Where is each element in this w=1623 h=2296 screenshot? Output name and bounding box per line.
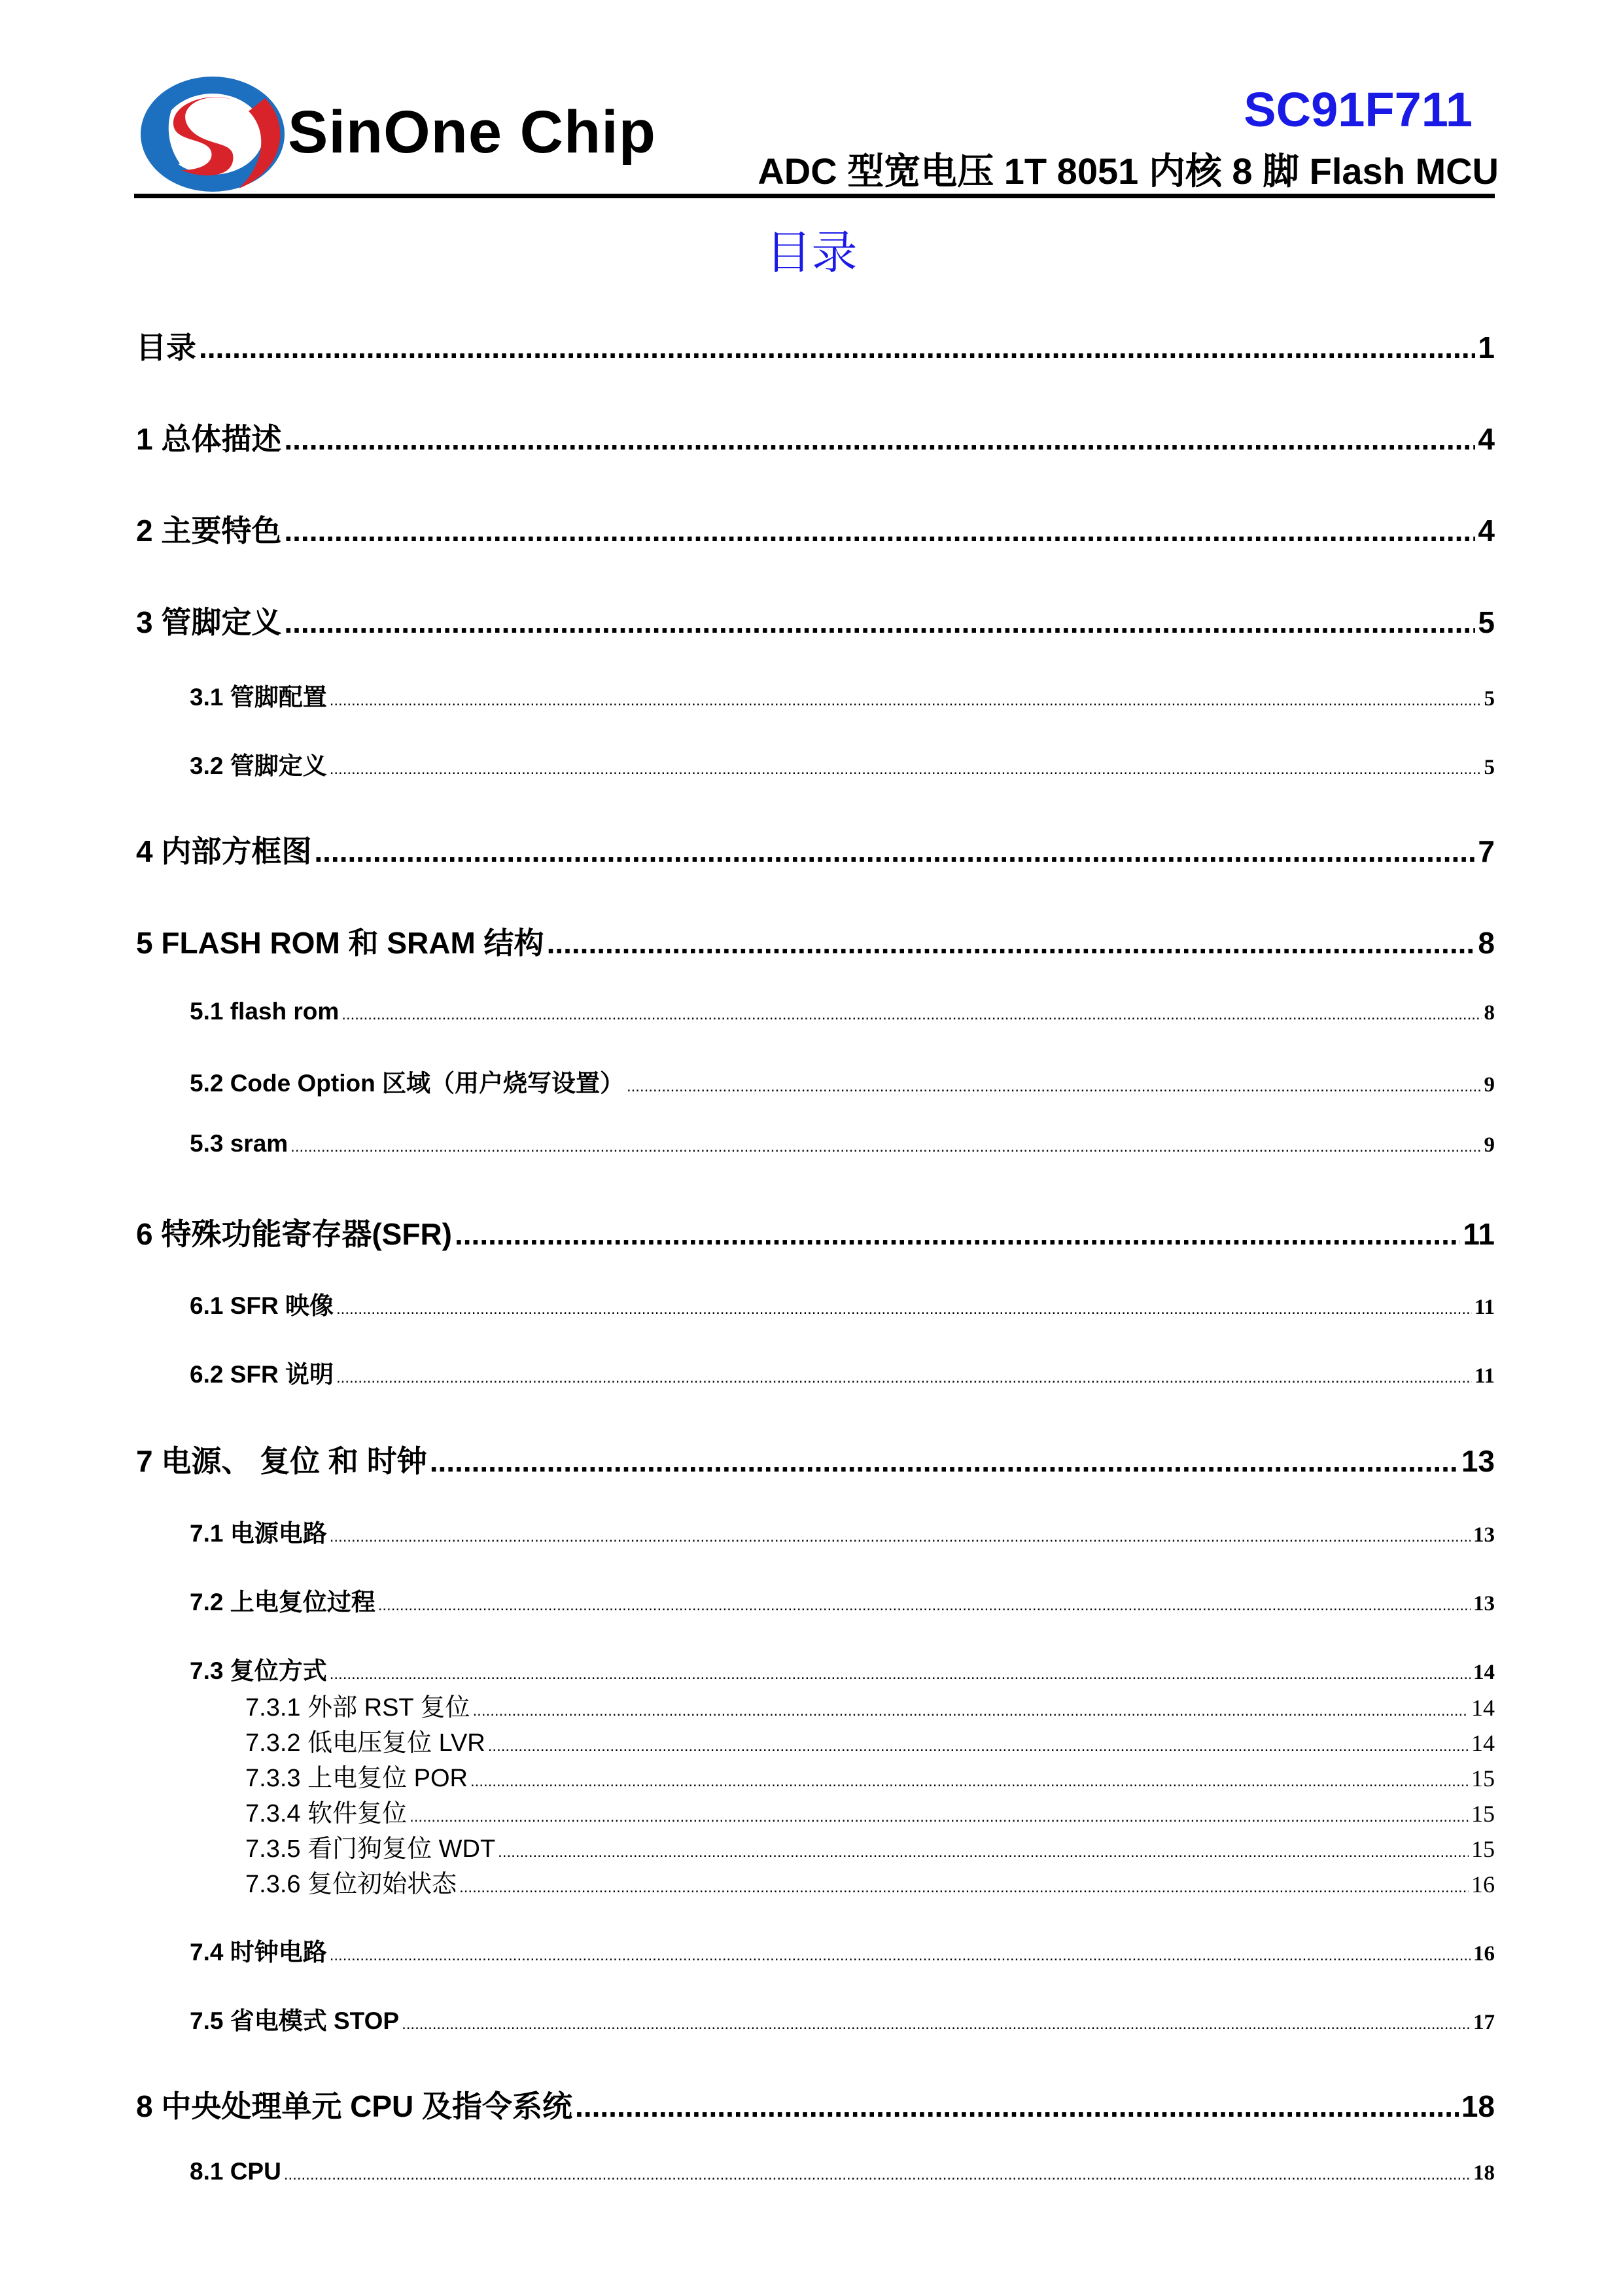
toc-label: 7.3.1 外部 RST 复位 [245,1694,470,1722]
toc-page: 14 [1473,1661,1495,1684]
toc-leader [455,1216,1460,1252]
toc-label: 7.3.2 低电压复位 LVR [245,1729,485,1757]
toc-leader [290,1138,1481,1156]
toc-leader [284,513,1475,548]
toc-leader [284,421,1475,457]
toc-leader [627,1078,1482,1096]
toc-page: 11 [1463,1217,1495,1251]
toc-leader [330,692,1482,710]
toc-leader [314,834,1475,869]
toc-page: 4 [1478,514,1495,548]
toc-leader [575,2089,1459,2124]
toc-label: 2 主要特色 [136,514,282,548]
toc-page: 13 [1473,1592,1495,1616]
toc-entry[interactable] [190,2158,1495,2185]
toc-entry[interactable] [245,1793,1495,1829]
toc-entry[interactable] [190,998,1495,1025]
toc-entry[interactable] [136,324,1495,367]
toc-label: 7.3.3 上电复位 POR [245,1765,468,1792]
toc-page: 13 [1473,1523,1495,1547]
toc-entry[interactable] [245,1863,1495,1899]
toc-entry[interactable] [136,1438,1495,1481]
toc-label: 5.3 sram [190,1130,288,1157]
toc-leader [284,2166,1471,2184]
toc-page: 5 [1484,756,1495,779]
toc-label: 7.4 时钟电路 [190,1939,327,1966]
sinone-chip-logo [134,72,291,196]
page-title: 目录 [765,226,858,279]
toc-leader [330,1665,1471,1684]
toc-label: 目录 [136,330,196,364]
toc-entry[interactable] [136,2083,1495,2126]
toc-entry[interactable] [190,1286,1495,1321]
toc-label: 7 电源、 复位 和 时钟 [136,1444,427,1478]
toc-label: 5 FLASH ROM 和 SRAM 结构 [136,926,544,960]
toc-label: 6 特殊功能寄存器(SFR) [136,1217,452,1251]
toc-leader [459,1879,1469,1897]
toc-page: 16 [1471,1871,1495,1898]
toc-page: 9 [1484,1073,1495,1097]
toc-label: 8 中央处理单元 CPU 及指令系统 [136,2089,573,2123]
toc-label: 8.1 CPU [190,2158,281,2185]
toc-leader [199,330,1475,365]
toc-page: 16 [1473,1942,1495,1966]
toc-label: 1 总体描述 [136,422,282,456]
toc-page: 11 [1474,1364,1495,1388]
toc-label: 3.2 管脚定义 [190,752,327,779]
toc-entry[interactable] [136,828,1495,871]
toc-entry[interactable] [245,1722,1495,1758]
toc-entry[interactable] [136,599,1495,642]
toc-leader [470,1773,1469,1791]
toc-page: 5 [1478,605,1495,639]
toc-page: 8 [1478,926,1495,960]
toc-leader [341,1006,1481,1024]
toc-page: 11 [1474,1296,1495,1319]
toc-leader [410,1808,1469,1826]
toc-leader [330,1528,1471,1546]
toc-page: 15 [1471,1801,1495,1827]
toc-leader [498,1843,1469,1862]
toc-entry[interactable] [136,1210,1495,1254]
toc-page: 13 [1461,1444,1495,1478]
toc-label: 7.2 上电复位过程 [190,1589,375,1616]
document-subtitle: ADC 型宽电压 1T 8051 内核 8 脚 Flash MCU [758,150,1499,192]
toc-entry[interactable] [190,1582,1495,1617]
toc-page: 5 [1484,687,1495,711]
toc-page: 1 [1478,330,1495,364]
toc-label: 6.1 SFR 映像 [190,1292,334,1319]
toc-leader [378,1597,1471,1615]
toc-leader [430,1443,1459,1479]
toc-entry[interactable] [190,1513,1495,1549]
toc-label: 7.3 复位方式 [190,1657,327,1684]
toc-entry[interactable] [245,1757,1495,1793]
toc-page: 8 [1484,1001,1495,1025]
toc-page: 17 [1473,2011,1495,2034]
toc-entry[interactable] [136,919,1495,963]
part-number: SC91F711 [1244,82,1473,137]
toc-page: 18 [1461,2089,1495,2123]
toc-entry[interactable] [136,415,1495,459]
toc-leader [330,1947,1471,1965]
toc-entry[interactable] [190,746,1495,781]
toc-label: 6.2 SFR 说明 [190,1361,334,1388]
toc-entry[interactable] [190,1932,1495,1968]
company-name: SinOne Chip [288,99,656,166]
toc-page: 15 [1471,1836,1495,1862]
toc-label: 7.1 电源电路 [190,1520,327,1547]
toc-label: 7.5 省电模式 STOP [190,2007,400,2034]
toc-label: 7.3.4 软件复位 [245,1800,408,1828]
toc-entry[interactable] [190,1354,1495,1390]
toc-label: 5.1 flash rom [190,998,340,1025]
toc-page: 7 [1478,834,1495,868]
toc-entry[interactable] [190,1063,1495,1099]
toc-label: 4 内部方框图 [136,834,312,868]
toc-entry[interactable] [190,1651,1495,1686]
toc-entry[interactable] [136,507,1495,550]
toc-label: 3 管脚定义 [136,605,282,639]
toc-leader [336,1369,1472,1387]
toc-label: 7.3.5 看门狗复位 WDT [245,1835,496,1863]
toc-page: 14 [1471,1730,1495,1756]
toc-page: 9 [1484,1133,1495,1157]
toc-page: 14 [1471,1695,1495,1721]
toc-leader [402,2015,1471,2034]
toc-page: 18 [1473,2161,1495,2185]
toc-label: 3.1 管脚配置 [190,684,327,711]
toc-leader [547,925,1476,961]
toc-label: 5.2 Code Option 区域（用户烧写设置） [190,1070,624,1097]
toc-entry[interactable] [190,677,1495,713]
toc-entry[interactable] [245,1687,1495,1723]
toc-leader [284,605,1475,640]
toc-entry[interactable] [190,1130,1495,1157]
toc-leader [488,1737,1469,1756]
toc-page: 15 [1471,1765,1495,1792]
toc-leader [336,1300,1472,1318]
toc-entry[interactable] [245,1828,1495,1864]
toc-leader [330,760,1482,779]
toc-leader [473,1702,1469,1720]
toc-label: 7.3.6 复位初始状态 [245,1871,457,1898]
toc-page: 4 [1478,422,1495,456]
toc-entry[interactable] [190,2001,1495,2036]
header-rule [134,194,1495,198]
